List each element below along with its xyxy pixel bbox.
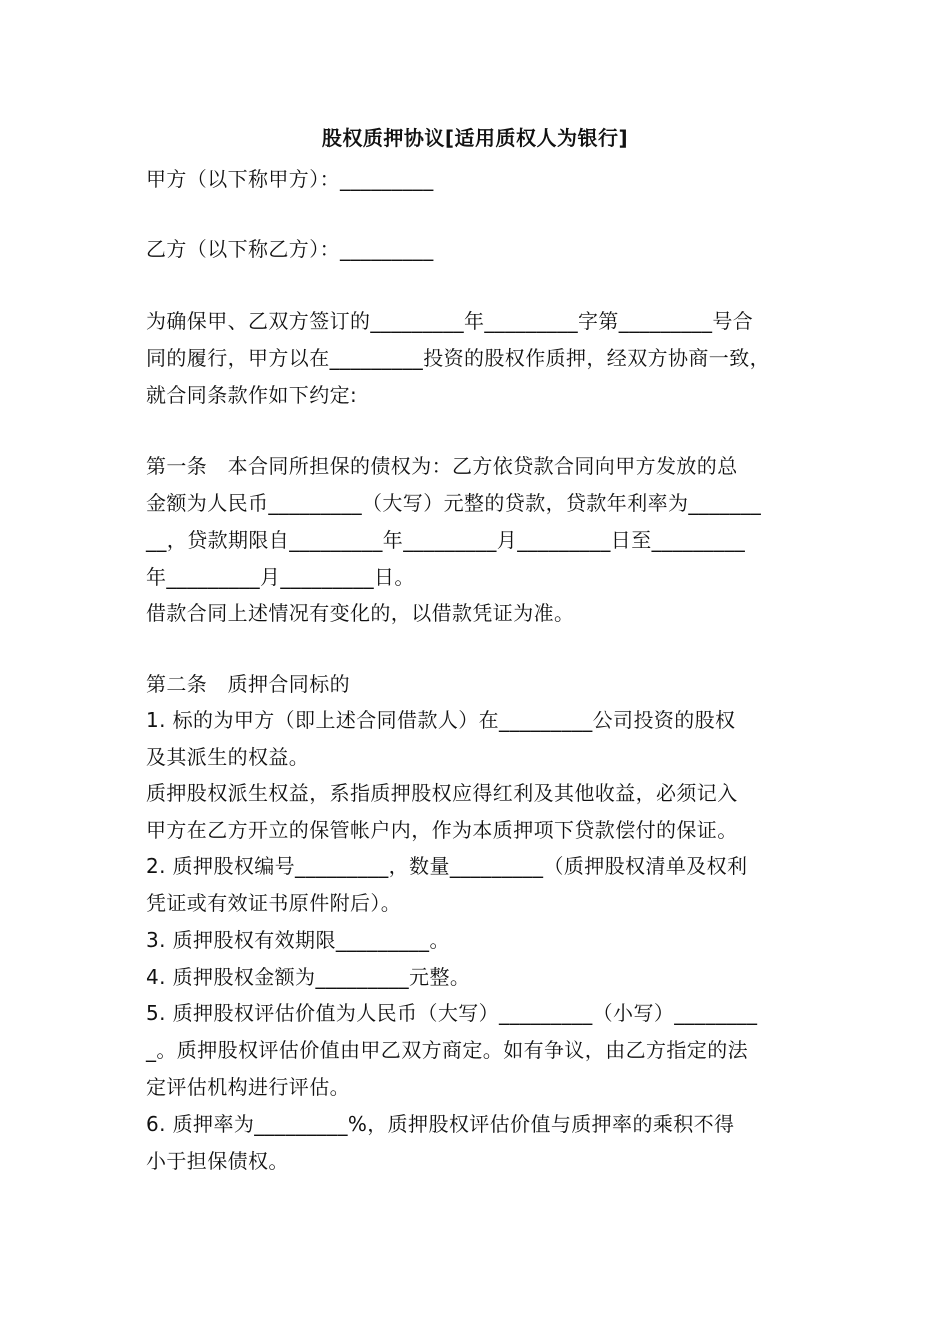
preamble-line-1: 为确保甲、乙双方签订的_________年_________字第_________号合 xyxy=(146,309,754,333)
article-2-item-6-line-1: 6. 质押率为_________%，质押股权评估价值与质押率的乘积不得 xyxy=(146,1112,735,1136)
party-b-line: 乙方（以下称乙方）：_________ xyxy=(146,237,434,261)
article-2-derived-line-1: 质押股权派生权益，系指质押股权应得红利及其他收益，必须记入 xyxy=(146,781,738,805)
article-2-item-2-line-1: 2. 质押股权编号_________，数量_________（质押股权清单及权利 xyxy=(146,854,748,878)
article-1-line-3: __，贷款期限自_________年_________月_________日至_________ xyxy=(146,528,746,552)
article-2-item-2-line-2: 凭证或有效证书原件附后）。 xyxy=(146,891,402,915)
article-1-line-5: 借款合同上述情况有变化的，以借款凭证为准。 xyxy=(146,601,575,625)
article-1-line-4: 年_________月_________日。 xyxy=(146,565,415,589)
article-2-item-5-line-1: 5. 质押股权评估价值为人民币（大写）_________（小写）________ xyxy=(146,1001,758,1025)
article-2-item-1-line-1: 1. 标的为甲方（即上述合同借款人）在_________公司投资的股权 xyxy=(146,708,736,732)
party-a-line: 甲方（以下称甲方）：_________ xyxy=(146,167,434,191)
article-2-item-6-line-2: 小于担保债权。 xyxy=(146,1149,289,1173)
article-2-item-5-line-2: _。质押股权评估价值由甲乙双方商定。如有争议，由乙方指定的法 xyxy=(146,1038,748,1062)
preamble-line-2: 同的履行，甲方以在_________投资的股权作质押，经双方协商一致， xyxy=(146,346,770,370)
article-2-derived-line-2: 甲方在乙方开立的保管帐户内，作为本质押项下贷款偿付的保证。 xyxy=(146,818,738,842)
article-2-item-1-line-2: 及其派生的权益。 xyxy=(146,745,310,769)
article-1-line-1: 第一条 本合同所担保的债权为：乙方依贷款合同向甲方发放的总 xyxy=(146,454,738,478)
article-2-heading: 第二条 质押合同标的 xyxy=(146,672,350,696)
article-1-line-2: 金额为人民币_________（大写）元整的贷款，贷款年利率为_______ xyxy=(146,491,762,515)
article-2-item-4: 4. 质押股权金额为_________元整。 xyxy=(146,965,471,989)
document-title: 股权质押协议[适用质权人为银行] xyxy=(321,126,629,150)
article-2-item-5-line-3: 定评估机构进行评估。 xyxy=(146,1075,350,1099)
article-2-item-3: 3. 质押股权有效期限_________。 xyxy=(146,928,450,952)
preamble-line-3: 就合同条款作如下约定: xyxy=(146,383,358,407)
